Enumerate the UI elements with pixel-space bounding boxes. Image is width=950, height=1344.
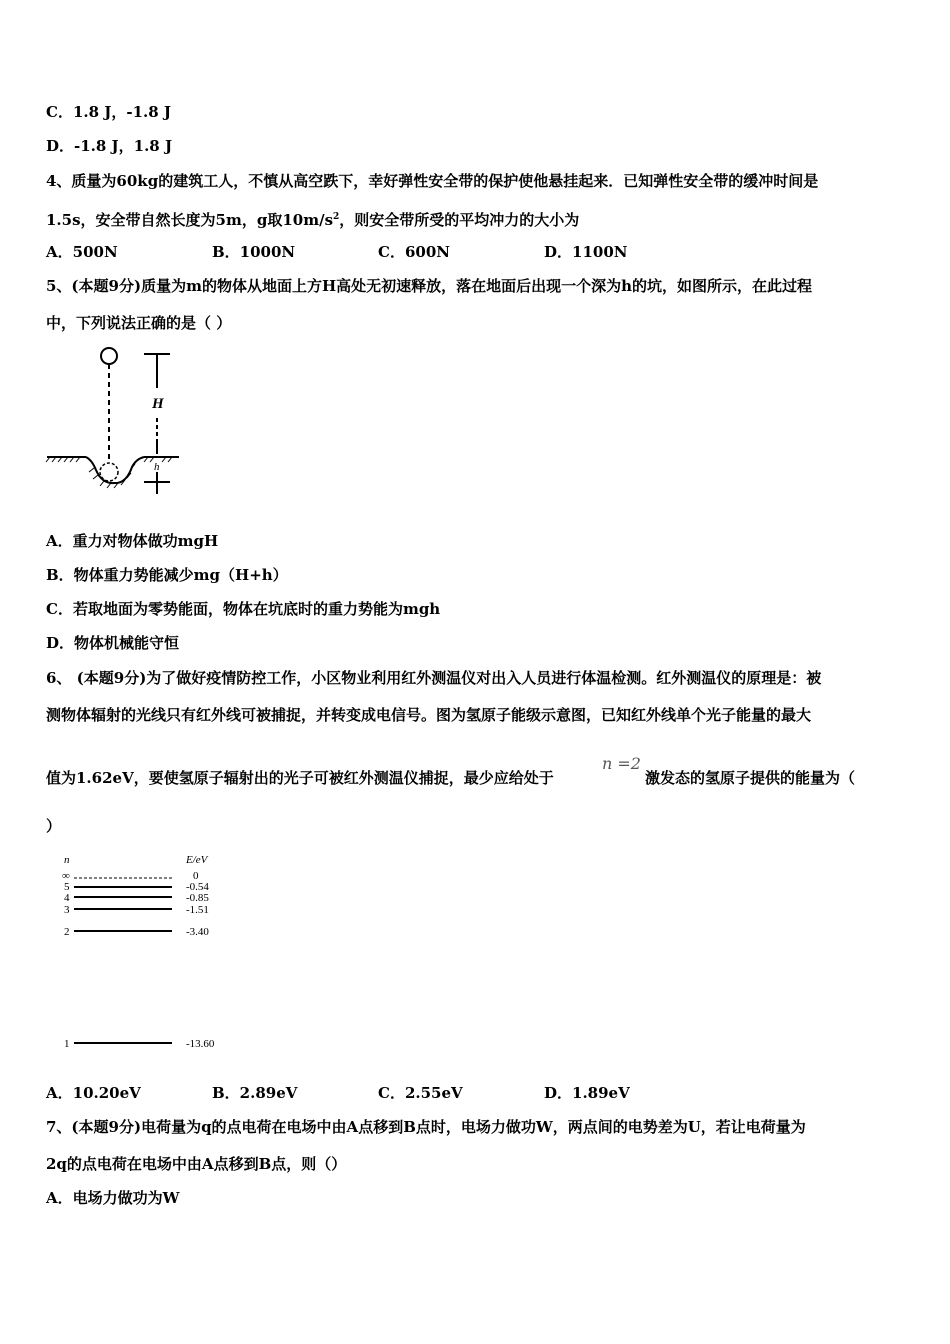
q4-option-b: B．1000N bbox=[212, 243, 296, 261]
q6-stem-line4: ） bbox=[46, 817, 62, 835]
q4-superscript: 2 bbox=[333, 212, 340, 222]
prev-option-d: D．-1.8 J，1.8 J bbox=[46, 137, 173, 155]
level-e-5: -0.54 bbox=[186, 881, 209, 893]
q6-stem-line3 bbox=[46, 768, 554, 788]
label-H: H bbox=[152, 396, 164, 412]
q4-stem-line2-text: 1.5s，安全带自然长度为5m，g取10m/s bbox=[46, 211, 334, 229]
level-n-2: 2 bbox=[64, 926, 70, 938]
level-n-5: 5 bbox=[64, 881, 70, 893]
q7-stem-line1: 7、(本题9分)电荷量为q的点电荷在电场中由A点移到B点时，电场力做功W，两点间的电势差为U，若让电荷量为 bbox=[46, 1118, 806, 1136]
q6-option-d: D．1.89eV bbox=[544, 1084, 630, 1102]
ball-icon bbox=[101, 348, 117, 364]
q6-n-equals-2: n =2 bbox=[602, 754, 641, 773]
q6-option-b: B．2.89eV bbox=[212, 1084, 298, 1102]
q4-stem-line2-tail: ，则安全带所受的平均冲力的大小为 bbox=[339, 211, 580, 229]
level-n-inf: ∞ bbox=[62, 870, 70, 882]
q5-option-a: A．重力对物体做功mgH bbox=[46, 532, 219, 550]
q5-option-c: C．若取地面为零势能面，物体在坑底时的重力势能为mgh bbox=[46, 600, 441, 618]
level-n-4: 4 bbox=[64, 892, 70, 904]
q6-option-a: A．10.20eV bbox=[46, 1084, 141, 1102]
q6-stem-line1: 6、 (本题9分)为了做好疫情防控工作，小区物业利用红外测温仪对出入人员进行体温检测。红外测温仪的原理是：被 bbox=[46, 669, 822, 687]
q4-option-c: C．600N bbox=[378, 243, 450, 261]
q4-option-d: D．1100N bbox=[544, 243, 628, 261]
q7-option-a: A．电场力做功为W bbox=[46, 1189, 180, 1207]
q5-option-b: B．物体重力势能减少mg（H+h） bbox=[46, 566, 288, 584]
level-e-3: -1.51 bbox=[186, 904, 209, 916]
q5-option-d: D．物体机械能守恒 bbox=[46, 634, 180, 652]
q4-option-a: A．500N bbox=[46, 243, 118, 261]
prev-option-c: C．1.8 J，-1.8 J bbox=[46, 103, 171, 121]
level-e-1: -13.60 bbox=[186, 1038, 215, 1050]
level-n-1: 1 bbox=[64, 1038, 70, 1050]
level-n-3: 3 bbox=[64, 904, 70, 916]
diagram-header-e: E/eV bbox=[186, 854, 208, 866]
energy-level-diagram bbox=[58, 850, 228, 1055]
q6-stem-line3-text: 值为1.62eV，要使氢原子辐射出的光子可被红外测温仪捕捉，最少应给处于 bbox=[46, 769, 554, 787]
q6-option-c: C．2.55eV bbox=[378, 1084, 463, 1102]
q6-stem-line2: 测物体辐射的光线只有红外线可被捕捉，并转变成电信号。图为氢原子能级示意图，已知红外线单个光子能量的最大 bbox=[46, 706, 812, 724]
q4-stem-line1: 4、质量为60kg的建筑工人，不慎从高空跌下，幸好弹性安全带的保护使他悬挂起来．已知弹性安全带的缓冲时间是 bbox=[46, 172, 819, 190]
q6-stem-line3-tail: 激发态的氢原子提供的能量为（ bbox=[645, 769, 856, 787]
diagram-header-n: n bbox=[64, 854, 70, 866]
level-e-2: -3.40 bbox=[186, 926, 209, 938]
q6-options bbox=[46, 1083, 630, 1103]
label-h: h bbox=[154, 461, 160, 473]
level-e-inf: 0 bbox=[193, 870, 199, 882]
level-e-4: -0.85 bbox=[186, 892, 209, 904]
q7-stem-line2: 2q的点电荷在电场中由A点移到B点，则（） bbox=[46, 1155, 347, 1173]
q5-stem-line1: 5、(本题9分)质量为m的物体从地面上方H高处无初速释放，落在地面后出现一个深为h的坑，如图所示，在此过程 bbox=[46, 277, 813, 295]
q4-stem-line2 bbox=[46, 207, 579, 230]
q4-options bbox=[46, 242, 627, 262]
q5-stem-line2: 中，下列说法正确的是（ ） bbox=[46, 314, 232, 332]
q5-figure bbox=[44, 342, 184, 502]
